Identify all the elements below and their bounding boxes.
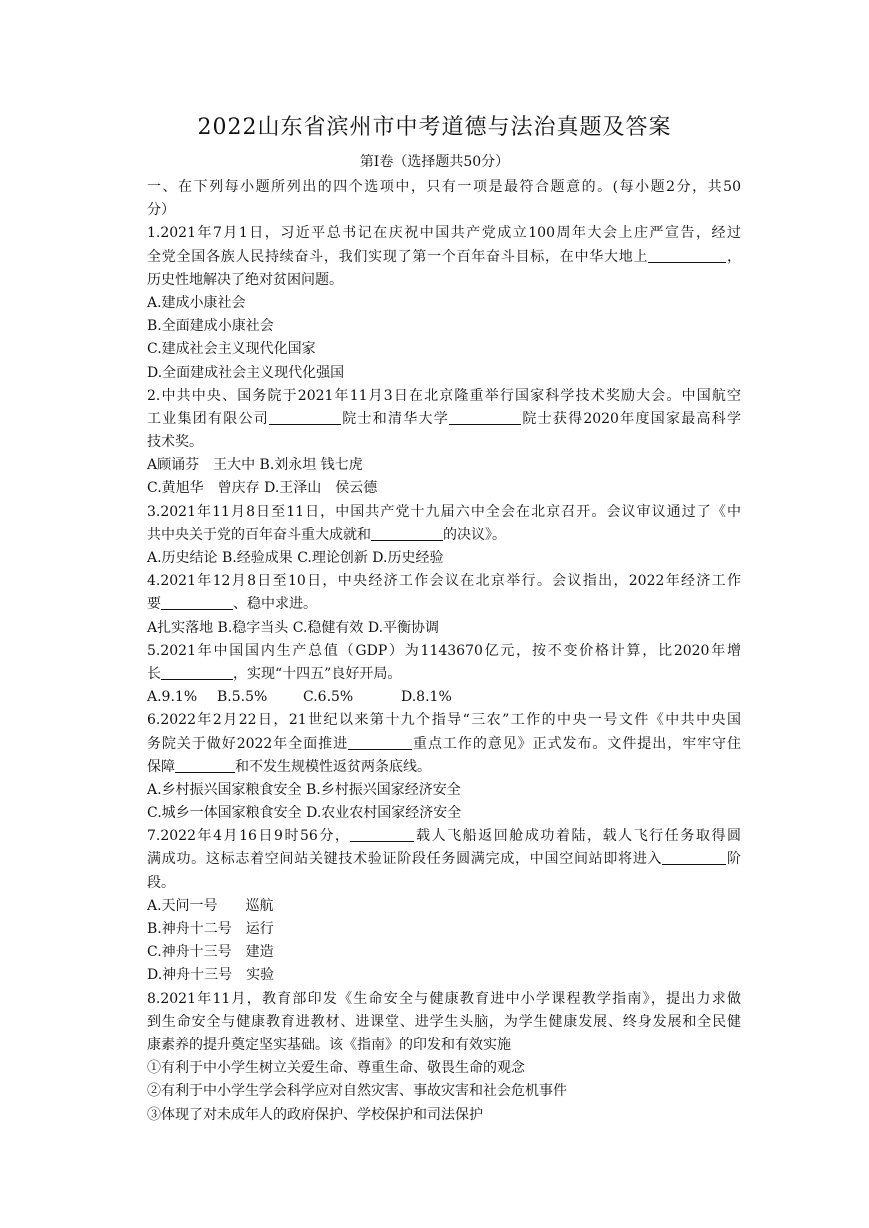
q2-answer-blank-1 (269, 410, 341, 425)
q1-stem-line3: 历史性地解决了绝对贫困问题。 (147, 271, 343, 288)
q6-stem-text-d: 和不发生规模性返贫两条底线。 (235, 758, 431, 775)
q4-stem-end: 、稳中求进。 (233, 596, 317, 613)
q5-options (147, 686, 741, 709)
q1-answer-blank (648, 248, 726, 263)
q7-answer-blank-1 (350, 827, 414, 842)
q3-stem-line1: 3.2021年11月8日至11日，中国共产党十九届六中全会在北京召开。会议审议通过了《中 (147, 503, 741, 520)
q2-stem-line2 (147, 408, 741, 431)
q5-stem-line1: 5.2021年中国国内生产总值（GDP）为1143670亿元，按不变价格计算，比2020年增 (147, 642, 741, 659)
q4-options: A扎实落地 B.稳字当头 C.稳健有效 D.平衡协调 (147, 619, 440, 636)
q8-stem-line2: 到生命安全与健康教育进教材、进课堂、进学生头脑，为学生健康发展、终身发展和全民健 (147, 1013, 741, 1030)
q3-answer-blank (371, 526, 443, 541)
q8-stem-line3: 康素养的提升奠定坚实基础。该《指南》的印发和有效实施 (147, 1036, 511, 1053)
q2-stem-line1: 2.中共中央、国务院于2021年11月3日在北京隆重举行国家科学技术奖励大会。中国航空 (147, 387, 741, 404)
q7-option-a: A.天问一号 巡航 (147, 897, 274, 914)
q1-option-b: B.全面建成小康社会 (147, 318, 274, 335)
q2-options-ab: A顾诵芬 王大中 B.刘永坦 钱七虎 (147, 457, 363, 474)
q1-option-c: C.建成社会主义现代化国家 (147, 341, 316, 358)
q6-stem-text-a: 务院关于做好2022年全面推进 (147, 735, 349, 752)
q1-stem-line1: 1.2021年7月1日，习近平总书记在庆祝中国共产党成立100周年大会上庄严宣告，经过 (147, 225, 741, 242)
q5-stem-line2 (147, 663, 741, 686)
q2-stem-line3: 技术奖。 (147, 434, 203, 451)
q7-stem-line2 (147, 848, 741, 871)
q3-stem-text: 共中央关于党的百年奋斗重大成就和 (147, 526, 371, 543)
q6-answer-blank-2 (175, 758, 235, 773)
q2-answer-blank-2 (449, 410, 521, 425)
q2-stem-text-b: 院士和清华大学 (341, 410, 450, 427)
q7-stem-text-b: 载人飞船返回舱成功着陆，载人飞行任务取得圆 (414, 828, 741, 845)
q5-stem-end: ，实现“十四五”良好开局。 (233, 665, 402, 682)
q8-statement-3: ③体现了对未成年人的政府保护、学校保护和司法保护 (147, 1106, 483, 1123)
q5-stem-text: 长 (147, 665, 161, 682)
q6-stem-line2 (147, 733, 741, 756)
q2-stem-text-a: 工业集团有限公司 (147, 410, 270, 427)
q5-answer-blank (161, 665, 233, 680)
q5-option-a: A.9.1% (147, 689, 198, 706)
q7-option-d: D.神舟十三号 实验 (147, 967, 275, 984)
q3-stem-end: 的决议》。 (443, 526, 506, 543)
q7-option-c: C.神舟十三号 建造 (147, 944, 274, 961)
q8-statement-2: ②有利于中小学生学会科学应对自然灾害、事故灾害和社会危机事件 (147, 1083, 567, 1100)
q4-answer-blank (161, 595, 233, 610)
q6-options-cd: C.城乡一体国家粮食安全 D.农业农村国家经济安全 (147, 805, 462, 822)
q1-option-d: D.全面建成社会主义现代化强国 (147, 364, 345, 381)
q6-answer-blank-1 (348, 735, 412, 750)
q6-stem-text-b: 重点工作的意见》正式发布。文件提出，牢牢守住 (412, 735, 741, 752)
q2-stem-text-c: 院士获得2020年度国家最高科学 (521, 410, 741, 427)
q8-stem-line1: 8.2021年11月，教育部印发《生命安全与健康教育进中小学课程教学指南》，提出力求做 (147, 990, 741, 1007)
q1-stem-punct: ， (726, 248, 742, 265)
q2-options-cd: C.黄旭华 曾庆存 D.王泽山 侯云德 (147, 480, 378, 497)
q3-options: A.历史结论 B.经验成果 C.理论创新 D.历史经验 (147, 550, 444, 566)
q5-option-d: D.8.1% (401, 689, 452, 706)
q6-options-ab: A.乡村振兴国家粮食安全 B.乡村振兴国家经济安全 (147, 781, 461, 798)
q5-option-b: B.5.5% (217, 689, 268, 706)
q1-stem-text: 全党全国各族人民持续奋斗，我们实现了第一个百年奋斗目标，在中华大地上 (147, 248, 649, 265)
q4-stem-text: 要 (147, 596, 161, 613)
section-instruction-line2: 分） (147, 202, 175, 219)
exam-content (147, 176, 741, 1127)
q4-stem-line2 (147, 593, 741, 616)
q7-option-b: B.神舟十二号 运行 (147, 921, 274, 937)
q1-stem-line2 (147, 246, 741, 269)
q7-stem-text-d: 阶 (726, 851, 742, 868)
q7-stem-text-a: 7.2022年4月16日9时56分， (147, 828, 351, 845)
q7-answer-blank-2 (662, 850, 726, 865)
q6-stem-line3 (147, 756, 741, 779)
q7-stem-line3: 段。 (147, 874, 175, 891)
q6-stem-text-c: 保障 (147, 758, 175, 775)
q7-stem-line1 (147, 825, 741, 848)
q5-option-c: C.6.5% (303, 689, 354, 706)
exam-title: 2022山东省滨州市中考道德与法治真题及答案 (197, 115, 672, 140)
q3-stem-line2 (147, 524, 741, 547)
q7-stem-text-c: 满成功。这标志着空间站关键技术验证阶段任务圆满完成，中国空间站即将进入 (147, 851, 663, 868)
q1-option-a: A.建成小康社会 (147, 294, 246, 311)
section-instruction-line1: 一、在下列每小题所列出的四个选项中，只有一项是最符合题意的。(每小题2分，共50 (147, 179, 741, 195)
section-subtitle: 第Ⅰ卷（选择题共50分） (359, 154, 510, 170)
q4-stem-line1: 4.2021年12月8日至10日，中央经济工作会议在北京举行。会议指出，2022年经济工作 (147, 573, 741, 590)
q6-stem-line1: 6.2022年2月22日，21世纪以来第十九个指导“三农”工作的中央一号文件《中共中央国 (147, 712, 741, 729)
q8-statement-1: ①有利于中小学生树立关爱生命、尊重生命、敬畏生命的观念 (147, 1060, 525, 1077)
